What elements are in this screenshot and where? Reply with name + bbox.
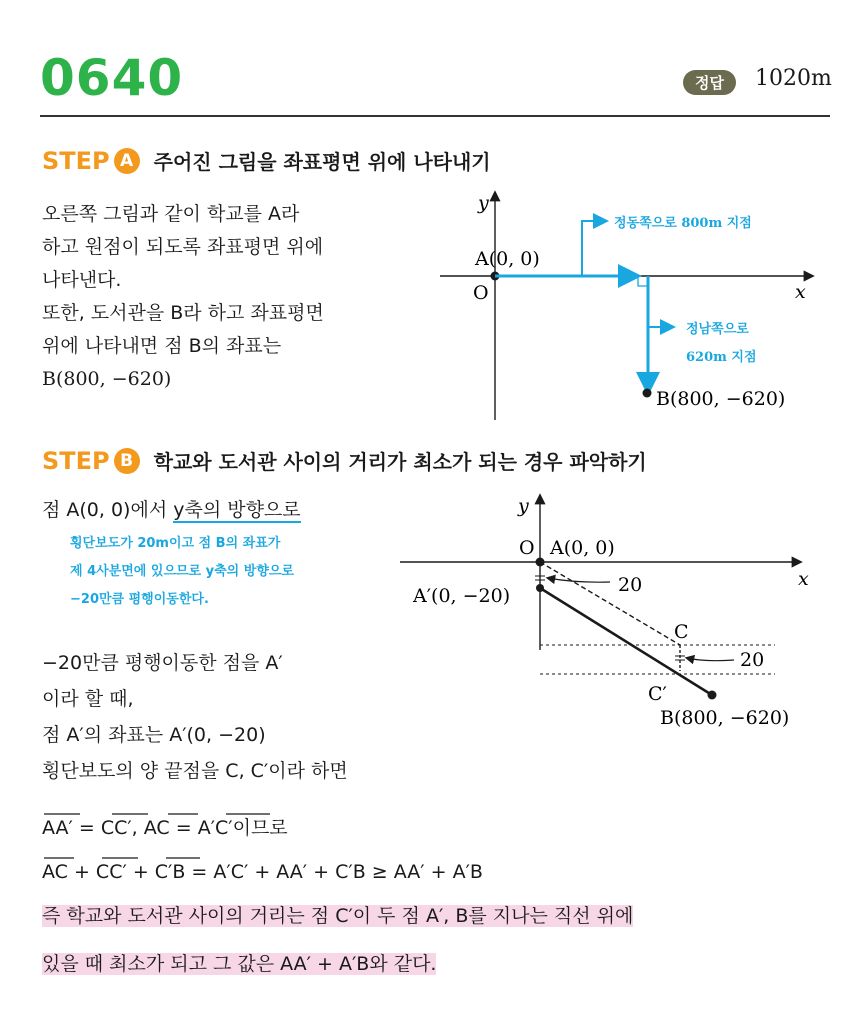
point-b	[708, 691, 717, 700]
y-direction-underline: y축의 방향으로	[173, 499, 301, 521]
step-b-line-1: 점 A(0, 0)에서 y축의 방향으로	[42, 499, 301, 521]
step-a-title: 주어진 그림을 좌표평면 위에 나타내기	[153, 150, 491, 174]
step-b-figure	[400, 490, 830, 735]
conclusion-line-2: 있을 때 최소가 되고 그 값은 AA′ + A′B와 같다.	[42, 953, 437, 975]
step-b-note: 제 4사분면에 있으므로 y축의 방향으로	[70, 564, 294, 579]
south-note-1: 정남쪽으로	[686, 322, 749, 337]
step-b-line: −20만큼 평행이동한 점을 A′	[42, 652, 283, 674]
point-a-prime-label: A′(0, −20)	[413, 585, 511, 607]
east-note: 정동쪽으로 800m 지점	[614, 216, 752, 231]
gap-arrow-2	[687, 658, 734, 661]
east-callout	[582, 221, 605, 276]
step-b-line: 점 A′의 좌표는 A′(0, −20)	[42, 724, 266, 746]
step-b-note: 횡단보도가 20m이고 점 B의 좌표가	[70, 536, 281, 551]
conclusion-line-1: 즉 학교와 도서관 사이의 거리는 점 C′이 두 점 A′, B를 지나는 직선 위에	[42, 905, 634, 927]
step-b-line: 이라 할 때,	[42, 688, 134, 710]
step-b-title: 학교와 도서관 사이의 거리가 최소가 되는 경우 파악하기	[153, 450, 647, 474]
step-b-line: 횡단보도의 양 끝점을 C, C′이라 하면	[42, 760, 348, 782]
header-divider	[40, 115, 830, 117]
step-b-label: STEP B	[42, 447, 140, 475]
point-c-label: C	[674, 621, 689, 643]
x-axis-label: x	[798, 568, 809, 590]
gap-arrow-1	[548, 578, 610, 582]
point-a-label: A(0, 0)	[475, 248, 540, 270]
step-a-heading	[42, 146, 491, 175]
step-a-line: 하고 원점이 되도록 좌표평면 위에	[42, 236, 324, 258]
step-a-line: 나타낸다.	[42, 269, 122, 291]
y-axis-label: y	[478, 192, 489, 214]
south-note-2: 620m 지점	[686, 350, 757, 365]
step-a-line: 위에 나타내면 점 B의 좌표는	[42, 335, 282, 357]
point-a-label: A(0, 0)	[550, 537, 615, 559]
equation-1: AA′ = CC′, AC = A′C′이므로	[42, 817, 288, 839]
step-b-heading	[42, 446, 647, 475]
origin-label: O	[519, 537, 535, 559]
answer-value: 1020m	[755, 66, 832, 91]
segment-overlines	[40, 808, 560, 868]
gap-label-2: 20	[740, 649, 765, 671]
step-a-circle: A	[114, 148, 140, 174]
equation-2: AC + CC′ + C′B = A′C′ + AA′ + C′B ≥ AA′ + A′B	[42, 861, 483, 883]
step-a-line: B(800, −620)	[42, 368, 172, 390]
step-b-text	[42, 645, 462, 789]
point-b-label: B(800, −620)	[656, 388, 786, 410]
answer-badge: 정답	[683, 70, 736, 95]
step-b-circle: B	[114, 448, 140, 474]
step-a-figure	[440, 185, 840, 425]
step-a-label: STEP A	[42, 147, 140, 175]
point-b	[643, 389, 652, 398]
step-a-line: 오른쪽 그림과 같이 학교를 A라	[42, 203, 300, 225]
step-a-text	[42, 198, 442, 396]
origin-label: O	[473, 282, 489, 304]
x-axis-label: x	[795, 281, 806, 303]
point-c-prime-label: C′	[648, 683, 667, 705]
step-b-notes	[70, 530, 294, 614]
point-b-label: B(800, −620)	[660, 707, 790, 729]
step-b-note: −20만큼 평행이동한다.	[70, 592, 209, 607]
y-axis-label: y	[518, 495, 529, 517]
step-a-line: 또한, 도서관을 B라 하고 좌표평면	[42, 302, 324, 324]
gap-label-1: 20	[618, 574, 643, 596]
problem-number: 0640	[40, 49, 184, 107]
